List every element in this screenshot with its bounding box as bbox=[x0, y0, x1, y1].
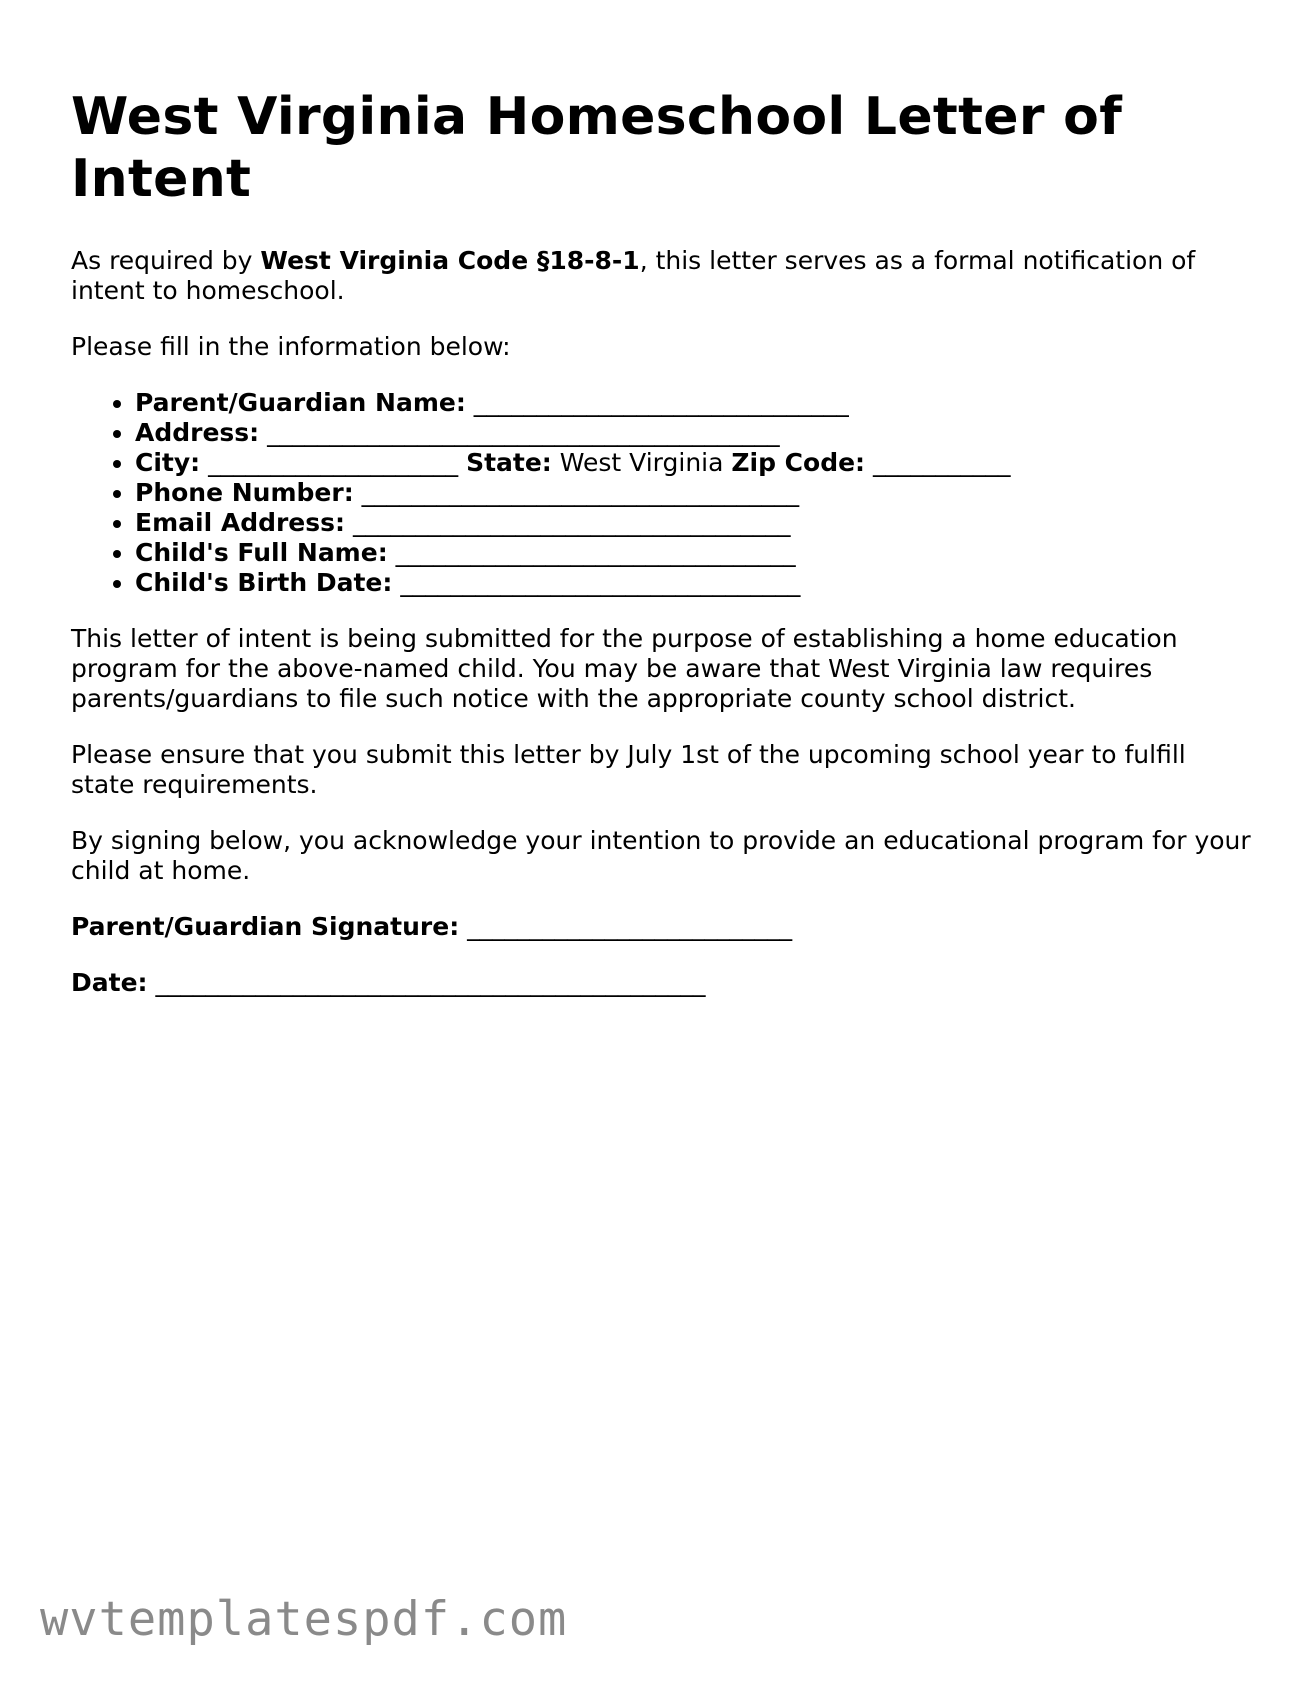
field-list bbox=[71, 388, 1251, 598]
field-child-birth bbox=[135, 568, 1251, 598]
email-blank[interactable]: ___________________________________ bbox=[352, 508, 791, 537]
field-label: Address: bbox=[135, 418, 260, 447]
field-parent-name bbox=[135, 388, 1251, 418]
field-child-name bbox=[135, 538, 1251, 568]
intro-before: As required by bbox=[71, 246, 261, 275]
signature-label: Parent/Guardian Signature: bbox=[71, 912, 460, 941]
body-paragraph-3: By signing below, you acknowledge your intention to provide an educational program for your child at home. bbox=[71, 826, 1251, 885]
field-city-state-zip bbox=[135, 448, 1251, 478]
intro-paragraph bbox=[71, 246, 1251, 306]
date-line bbox=[71, 968, 1251, 998]
phone-blank[interactable]: ___________________________________ bbox=[361, 478, 800, 507]
body-paragraph-1: This letter of intent is being submitted for the purpose of establishing a home education program for the above-named child. You may be aware that West Virginia law requires parents/guardians to file such notice with the appropriate county school district. bbox=[71, 624, 1178, 713]
watermark: wvtemplatespdf.com bbox=[40, 1592, 568, 1647]
intro-after: , this letter serves as a formal notification of intent to homeschool. bbox=[71, 246, 1196, 305]
address-blank[interactable]: _________________________________________ bbox=[267, 418, 780, 447]
field-label: Child's Full Name: bbox=[135, 538, 388, 567]
field-phone bbox=[135, 478, 1251, 508]
field-email bbox=[135, 508, 1251, 538]
state-value: West Virginia bbox=[559, 448, 724, 477]
field-label: Parent/Guardian Name: bbox=[135, 388, 466, 417]
parent-name-blank[interactable]: ______________________________ bbox=[473, 388, 849, 417]
date-blank[interactable]: ____________________________________________ bbox=[155, 968, 706, 997]
city-blank[interactable]: ____________________ bbox=[208, 448, 459, 477]
instructions: Please fill in the information below: bbox=[71, 332, 511, 361]
field-label: Child's Birth Date: bbox=[135, 568, 393, 597]
child-name-blank[interactable]: ________________________________ bbox=[395, 538, 796, 567]
document-page bbox=[71, 86, 1251, 1024]
date-label: Date: bbox=[71, 968, 148, 997]
field-label: Zip Code: bbox=[731, 448, 866, 477]
zip-blank[interactable]: ___________ bbox=[873, 448, 1011, 477]
field-label: City: bbox=[135, 448, 201, 477]
signature-line bbox=[71, 912, 1251, 942]
field-label: Phone Number: bbox=[135, 478, 354, 507]
child-birth-blank[interactable]: ________________________________ bbox=[400, 568, 801, 597]
field-label: State: bbox=[466, 448, 552, 477]
code-reference: West Virginia Code §18-8-1 bbox=[260, 246, 640, 275]
field-address bbox=[135, 418, 1251, 448]
body-paragraph-2: Please ensure that you submit this letter by July 1st of the upcoming school year to fulfill state requirements. bbox=[71, 740, 1186, 799]
field-label: Email Address: bbox=[135, 508, 346, 537]
signature-blank[interactable]: __________________________ bbox=[467, 912, 793, 941]
page-title: West Virginia Homeschool Letter of Intent bbox=[71, 87, 1123, 209]
